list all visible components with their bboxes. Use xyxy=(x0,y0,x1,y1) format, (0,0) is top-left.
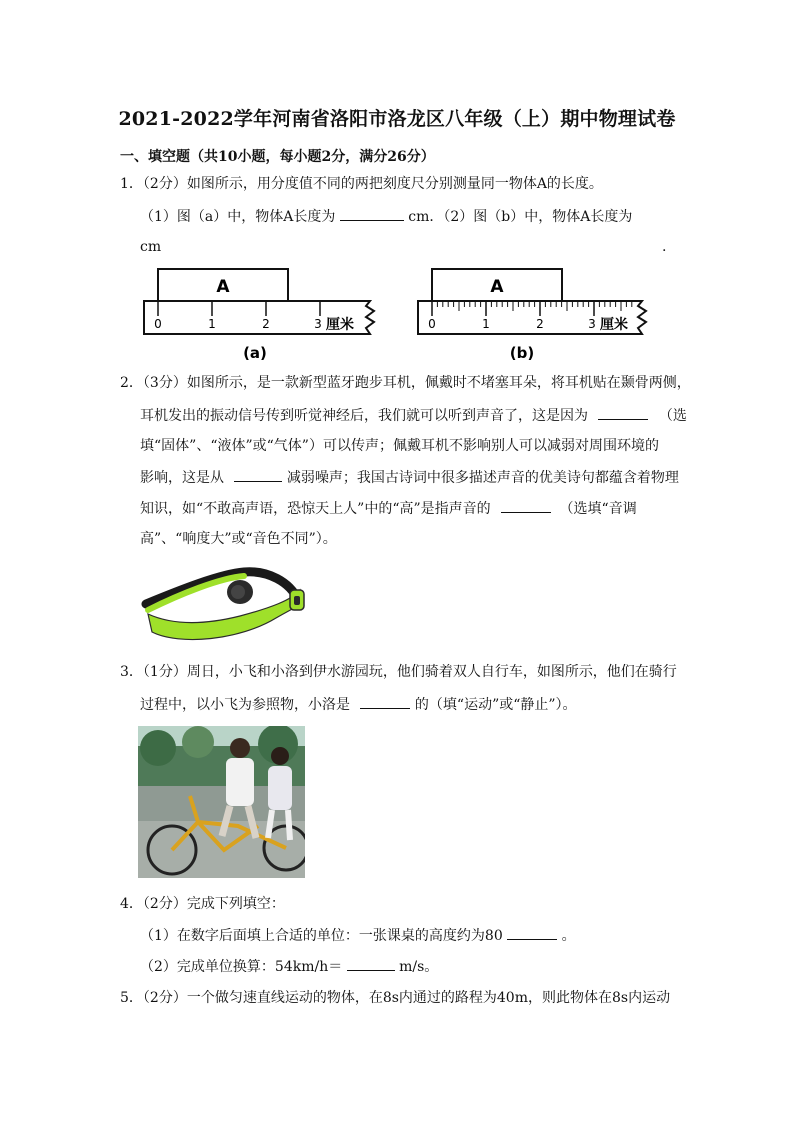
q2-text-e: 知识，如“不敢高声语，恐惊天上人”中的“高”是指声音的 xyxy=(140,501,491,517)
tick-label-a-1: 1 xyxy=(208,317,216,331)
object-a-label-b: A xyxy=(490,277,504,297)
q2-text-d: 减弱噪声；我国古诗词中很多描述声音的优美诗句都蕴含着物理 xyxy=(286,470,679,486)
page-title: 2021-2022学年河南省洛阳市洛龙区八年级（上）期中物理试卷 xyxy=(118,108,676,130)
q4-answer-blank-1[interactable] xyxy=(507,925,557,940)
q3-answer-blank[interactable] xyxy=(360,694,410,709)
caption-b: (b) xyxy=(509,344,535,362)
section-heading: 一、填空题（共10小题，每小题2分，满分26分） xyxy=(120,149,435,165)
q3-line2 xyxy=(140,694,577,715)
ruler-figure-b xyxy=(412,266,652,366)
q2-line2 xyxy=(140,405,687,426)
ruler-figure-a xyxy=(140,266,380,366)
q2-answer-blank-3[interactable] xyxy=(501,498,551,513)
tick-label-b-3: 3 xyxy=(588,317,596,331)
q4-text-b: 。 xyxy=(561,928,576,944)
q2-text-c: 影响，这是从 xyxy=(140,470,224,486)
q1-answer-blank-a[interactable] xyxy=(340,206,404,221)
q1-stem: 1．（2分）如图所示，用分度值不同的两把刻度尺分别测量同一物体A的长度。 xyxy=(120,176,603,192)
q3-line1: 3．（1分）周日，小飞和小洛到伊水游园玩，他们骑着双人自行车，如图所示，他们在骑行 xyxy=(120,664,677,680)
bone-conduction-headphone-image xyxy=(140,560,310,650)
q1-part2-text: cm．（2）图（b）中，物体A长度为 xyxy=(408,209,633,225)
q3-text-b: 的（填“运动”或“静止”）。 xyxy=(414,697,577,713)
tandem-bicycle-photo xyxy=(138,726,305,878)
q2-line3: 填“固体”、“液体”或“气体”）可以传声；佩戴耳机不影响别人可以减弱对周围环境的 xyxy=(140,438,659,454)
tick-label-a-0: 0 xyxy=(154,317,162,331)
q2-line5 xyxy=(140,498,637,519)
unit-label-b: 厘米 xyxy=(600,317,628,333)
tick-label-b-1: 1 xyxy=(482,317,490,331)
caption-a: (a) xyxy=(243,344,267,362)
q2-line6: 高”、“响度大”或“音色不同”）。 xyxy=(140,531,337,547)
q2-text-f: （选填“音调 xyxy=(559,501,637,517)
q4-stem: 4．（2分）完成下列填空： xyxy=(120,896,285,912)
q4-text-c: （2）完成单位换算：54km/h＝ xyxy=(140,959,343,975)
q2-text-a: 耳机发出的振动信号传到听觉神经后，我们就可以听到声音了，这是因为 xyxy=(140,408,588,424)
tick-label-a-2: 2 xyxy=(262,317,270,331)
q2-answer-blank-1[interactable] xyxy=(598,405,648,420)
q2-line1: 2．（3分）如图所示，是一款新型蓝牙跑步耳机，佩戴时不堵塞耳朵，将耳机贴在颞骨两侧， xyxy=(120,375,691,391)
q4-answer-blank-2[interactable] xyxy=(347,956,395,971)
q2-line4 xyxy=(140,467,679,488)
q2-answer-blank-2[interactable] xyxy=(234,467,282,482)
unit-label-a: 厘米 xyxy=(326,317,354,333)
tick-label-a-3: 3 xyxy=(314,317,322,331)
q4-line2 xyxy=(140,925,576,946)
q1-line3 xyxy=(140,237,161,257)
tick-label-b-2: 2 xyxy=(536,317,544,331)
q5-line1: 5．（2分）一个做匀速直线运动的物体，在8s内通过的路程为40m，则此物体在8s内运动 xyxy=(120,990,671,1006)
q4-text-a: （1）在数字后面填上合适的单位：一张课桌的高度约为80 xyxy=(140,928,503,944)
tick-label-b-0: 0 xyxy=(428,317,436,331)
rider-front xyxy=(226,758,254,806)
q4-line3 xyxy=(140,956,438,977)
q1-line2 xyxy=(140,206,632,227)
q2-text-b: （选 xyxy=(658,408,687,424)
q3-text-a: 过程中，以小飞为参照物，小洛是 xyxy=(140,697,350,713)
object-a-label-a: A xyxy=(216,277,230,297)
q1-part1-text: （1）图（a）中，物体A长度为 xyxy=(140,209,336,225)
q4-text-d: m/s。 xyxy=(399,959,439,975)
rider-back xyxy=(268,766,292,810)
q1-unit-cm: cm xyxy=(140,239,162,255)
q1-line3-end: . xyxy=(662,239,667,255)
